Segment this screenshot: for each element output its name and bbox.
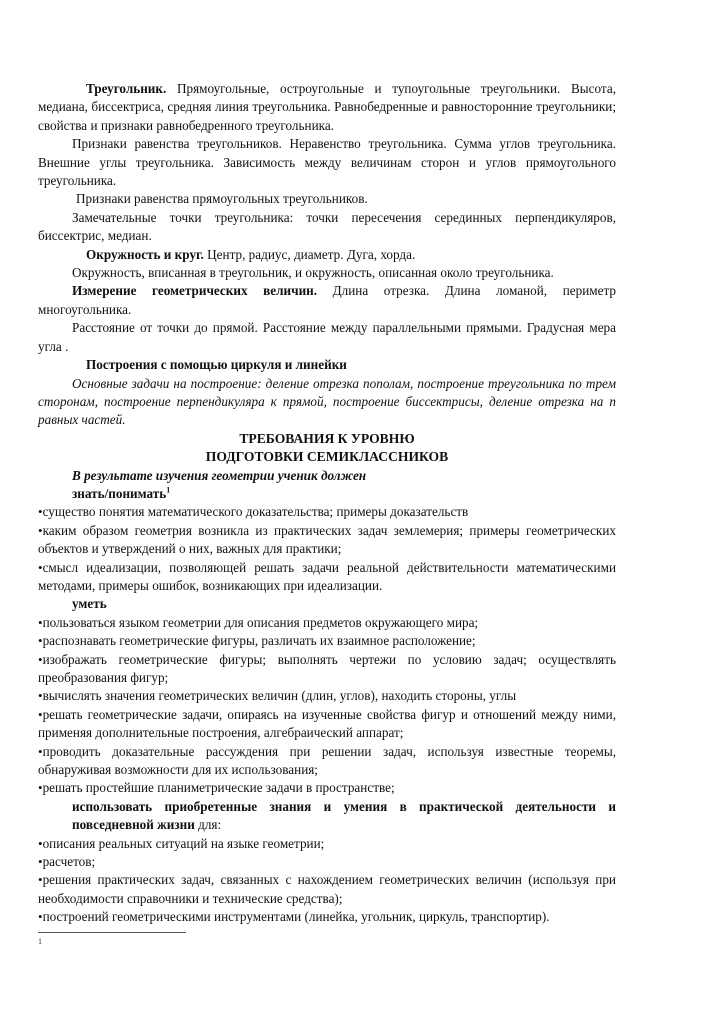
can-label: уметь [72,596,107,612]
bullet-icon: • [38,504,43,520]
bullet-icon: • [38,780,43,796]
paragraph: Признаки равенства прямоугольных треугольников. [76,191,368,207]
paragraph: Замечательные точки треугольника: точки пересечения серединных перпендикуляров, биссектрис, медиан. [38,209,616,244]
paragraph: Основные задачи на построение: деление отрезка пополам, построение треугольника по трем сторонам, построение перпендикуляра к прямой, построение биссектрисы, деление отрезка на п равных частей. [38,375,616,428]
bullet-icon: • [38,614,43,630]
know-list [38,503,616,595]
document-body [38,80,616,927]
section-title: Построения с помощью циркуля и линейки [86,357,347,373]
section-title: Треугольник. [86,81,167,96]
paragraph: Расстояние от точки до прямой. Расстояние между параллельными прямыми. Градусная мера угла . [38,320,616,354]
bullet-icon: • [38,633,43,649]
list-item: •проводить доказательные рассуждения при решении задач, используя известные теоремы, обнаруживая возможности для их использования; [38,743,616,778]
can-list [38,614,616,798]
bullet-icon: • [38,706,43,722]
list-item: •каким образом геометрия возникла из практических задач землемерия; примеры геометрических объектов и утверждений о них, важных для практики; [38,522,616,557]
requirements-intro: В результате изучения геометрии ученик должен [72,467,367,483]
know-label: знать/понимать$^1$ [72,485,171,501]
bullet-icon: • [38,522,43,538]
list-item: •расчетов; [38,854,96,870]
list-item: •изображать геометрические фигуры; выполнять чертежи по условию задач; осуществлять преобразования фигур; [38,651,616,685]
list-item: •распознавать геометрические фигуры, различать их взаимное расположение; [38,633,476,649]
list-item: •решать геометрические задачи, опираясь на изученные свойства фигур и отношений между ними, применяя дополнительные построения, алгебраический аппарат; [38,706,616,741]
list-item: •пользоваться языком геометрии для описания предметов окружающего мира; [38,614,479,630]
requirements-heading: ТРЕБОВАНИЯ К УРОВНЮ [239,430,415,446]
paragraph: Признаки равенства треугольников. Неравенство треугольника. Сумма углов треугольника. Внешние углы треугольника. Зависимость между величинам сторон и углов прямоугольного треугольника. [38,136,616,189]
list-item: •существо понятия математического доказательства; примеры доказательств [38,504,469,520]
footnote-ref: 1 [166,485,171,495]
bullet-icon: • [38,651,43,667]
list-item: •решения практических задач, связанных с нахождением геометрических величин (используя при необходимости справочники и технические средства); [38,872,616,906]
section-circle: Окружность и круг. Центр, радиус, диаметр. Дуга, хорда. [86,246,416,262]
section-title: Измерение геометрических величин. [72,283,318,299]
footnote-number: 1 [38,937,42,946]
bullet-icon: • [38,559,43,575]
bullet-icon: • [38,743,43,759]
paragraph: Окружность, вписанная в треугольник, и окружность, описанная около треугольника. [72,265,554,281]
bullet-icon: • [38,854,43,870]
section-title: Окружность и круг. [86,246,204,262]
use-list [38,835,616,927]
bullet-icon: • [38,688,43,704]
use-label: использовать приобретенные знания и умения в практической деятельности и повседневной жизни для: [72,798,616,833]
bullet-icon: • [38,909,43,925]
bullet-icon: • [38,872,43,888]
bullet-icon: • [38,835,43,851]
section-measurement: Измерение геометрических величин. Длина отрезка. Длина ломаной, периметр многоугольника. [38,283,616,317]
list-item: •описания реальных ситуаций на языке геометрии; [38,835,325,851]
list-item: •вычислять значения геометрических величин (длин, углов), находить стороны, углы [38,688,517,704]
list-item: •построений геометрическими инструментами (линейка, угольник, циркуль, транспортир). [38,909,550,925]
footnote-separator [38,932,186,933]
list-item: •смысл идеализации, позволяющей решать задачи реальной действительности математическими методами, примеры ошибок, возникающих при идеализации. [38,559,616,593]
requirements-subheading: ПОДГОТОВКИ СЕМИКЛАССНИКОВ [205,449,449,465]
section-triangle: Треугольник. Прямоугольные, остроугольные и тупоугольные треугольники. Высота, медиана, биссектриса, средняя линия треугольника. Равнобедренные и равносторонние треугольники; свойства и признаки равнобедренного треугольника. [38,81,616,133]
list-item: •решать простейшие планиметрические задачи в пространстве; [38,780,395,796]
